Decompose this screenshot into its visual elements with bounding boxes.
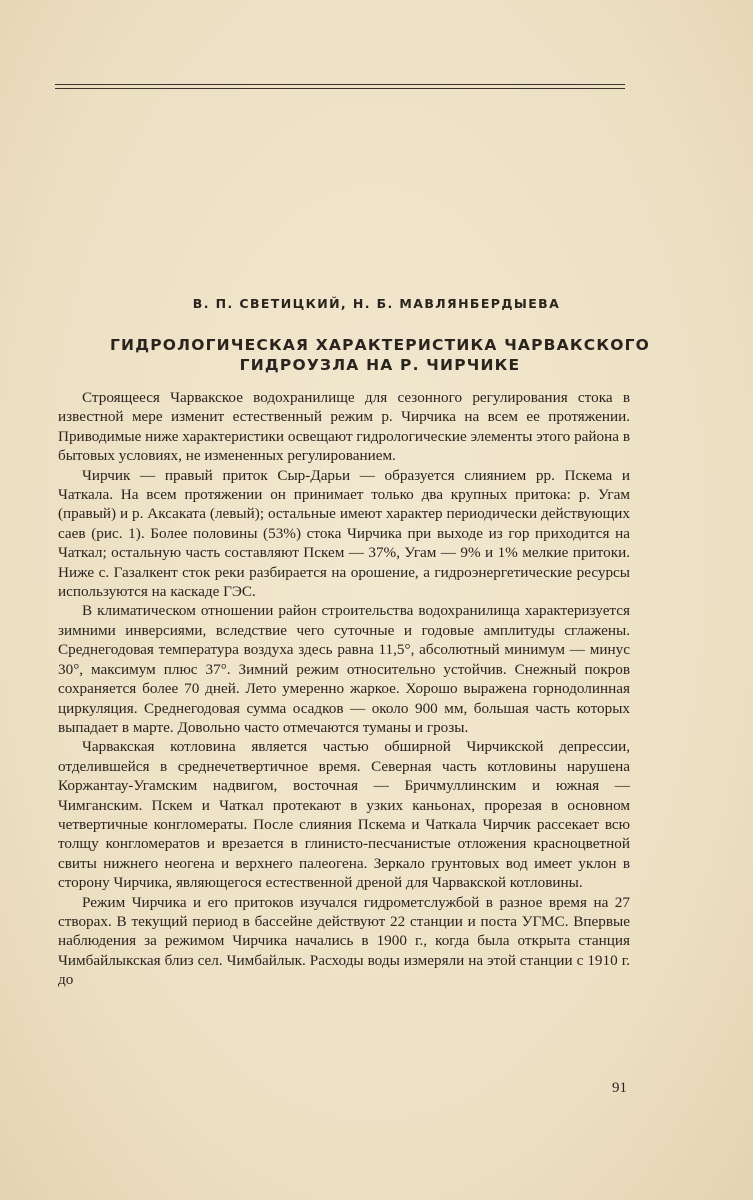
paragraph: В климатическом отношении район строительства водохранилища характеризуется зимними инверсиями, вследствие чего суточные и годовые амплитуды сглажены. Среднегодовая температура воздуха здесь равна 11,5°, абсолютный минимум — минус 30°, максимум плюс 37°. Зимний режим относительно устойчив. Снежный покров сохраняется более 70 дней. Лето умеренно жаркое. Хорошо выражена горнодолинная циркуляция. Среднегодовая сумма осадков — около 900 мм, большая часть которых выпадает в марте. Довольно часто отмечаются туманы и грозы.: [58, 602, 630, 736]
page-number: 91: [612, 1080, 627, 1096]
paragraph: Строящееся Чарвакское водохранилище для сезонного регулирования стока в известной мере изменит естественный режим р. Чирчика на всем ее протяжении. Приводимые ниже характеристики освещают гидрологические элементы этого района в бытовых условиях, не измененных регулированием.: [58, 389, 630, 465]
paragraph: Чарвакская котловина является частью обширной Чирчикской депрессии, отделившейся в среднечетвертичное время. Северная часть котловины нарушена Коржантау-Угамским надвигом, восточная — Бричмуллинским и южная — Чимганским. Пскем и Чаткал протекают в узких каньонах, прорезая в основном четвертичные конгломераты. После слияния Пскема и Чаткала Чирчик рассекает всю толщу конгломератов и врезается в глинисто-песчанистые отложения красноцветной свиты нижнего неогена и верхнего палеогена. Зеркало грунтовых вод имеет уклон в сторону Чирчика, являющегося естественной дреной для Чарвакской котловины.: [58, 738, 630, 892]
title-line: ГИДРОУЗЛА НА Р. ЧИРЧИКЕ: [239, 356, 521, 374]
header-rule: [55, 84, 625, 89]
title-line: ГИДРОЛОГИЧЕСКАЯ ХАРАКТЕРИСТИКА ЧАРВАКСКОГО: [109, 336, 651, 354]
paragraph: Режим Чирчика и его притоков изучался гидрометслужбой в разное время на 27 створах. В текущий период в бассейне действуют 22 станции и поста УГМС. Впервые наблюдения за режимом Чирчика начались в 1900 г., когда была открыта станция Чимбайлыкская близ сел. Чимбайлык. Расходы воды измеряли на этой станции с 1910 г. до: [58, 893, 630, 989]
article-authors: В. П. СВЕТИЦКИЙ, Н. Б. МАВЛЯНБЕРДЫЕВА: [192, 296, 561, 311]
paragraph: Чирчик — правый приток Сыр-Дарьи — образуется слиянием рр. Пскема и Чаткала. На всем протяжении он принимает только два крупных притока: р. Угам (правый) и р. Аксаката (левый); остальные имеют характер периодически действующих саев (рис. 1). Более половины (53%) стока Чирчика при выходе из гор приходится на Чаткал; остальную часть составляют Пскем — 37%, Угам — 9% и 1% мелкие притоки. Ниже с. Газалкент сток реки разбирается на орошение, а гидроэнергетические ресурсы используются на каскаде ГЭС.: [58, 466, 630, 601]
article-title: [40, 335, 720, 375]
article-body: [58, 388, 630, 990]
